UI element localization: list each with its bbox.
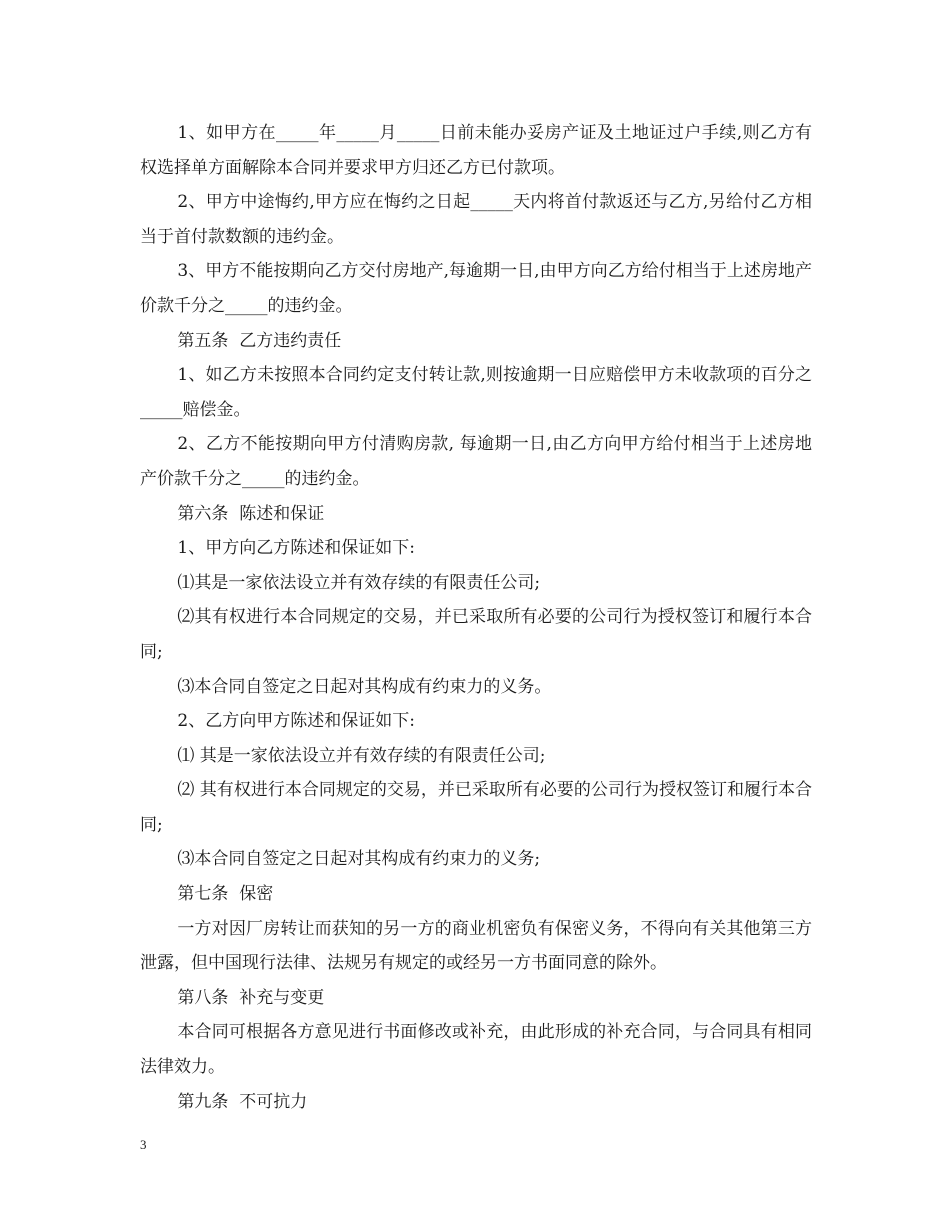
article-heading: 第八条 补充与变更 — [177, 987, 325, 1008]
clause-paragraph: 2、乙方不能按期向甲方付清购房款, 每逾期一日,由乙方向甲方给付相当于上述房地产价款千分之_____的违约金。 — [140, 434, 812, 489]
article-heading: 第六条 陈述和保证 — [177, 503, 325, 524]
article-heading: 第七条 保密 — [177, 884, 274, 905]
clause-paragraph: ⑶本合同自签定之日起对其构成有约束力的义务; — [177, 849, 541, 870]
clause-paragraph: ⑶本合同自签定之日起对其构成有约束力的义务。 — [177, 676, 552, 697]
article-heading: 第五条 乙方违约责任 — [177, 330, 342, 351]
clause-paragraph: ⑴ 其是一家依法设立并有效存续的有限责任公司; — [177, 745, 546, 766]
clause-paragraph: ⑵ 其有权进行本合同规定的交易，并已采取所有必要的公司行为授权签订和履行本合同; — [140, 780, 812, 835]
clause-paragraph: 1、如乙方未按照本合同约定支付转让款,则按逾期一日应赔偿甲方未收款项的百分之_____赔偿金。 — [140, 365, 812, 420]
clause-paragraph: 一方对因厂房转让而获知的另一方的商业机密负有保密义务，不得向有关其他第三方泄露，但中国现行法律、法规另有规定的或经另一方书面同意的除外。 — [140, 918, 812, 974]
clause-paragraph: 2、乙方向甲方陈述和保证如下: — [177, 711, 415, 732]
clause-paragraph: 1、甲方向乙方陈述和保证如下: — [177, 538, 415, 559]
clause-paragraph: 2、甲方中途悔约,甲方应在悔约之日起_____天内将首付款返还与乙方,另给付乙方相当于首付款数额的违约金。 — [140, 192, 812, 247]
document-body — [140, 116, 812, 1119]
clause-paragraph: 3、甲方不能按期向乙方交付房地产,每逾期一日,由甲方向乙方给付相当于上述房地产价款千分之_____的违约金。 — [140, 261, 812, 316]
article-heading: 第九条 不可抗力 — [177, 1091, 308, 1112]
clause-paragraph: ⑵其有权进行本合同规定的交易，并已采取所有必要的公司行为授权签订和履行本合同; — [140, 607, 812, 662]
clause-paragraph: ⑴其是一家依法设立并有效存续的有限责任公司; — [177, 572, 541, 593]
clause-paragraph: 1、如甲方在_____年_____月_____日前未能办妥房产证及土地证过户手续,则乙方有权选择单方面解除本合同并要求甲方归还乙方已付款项。 — [140, 123, 812, 178]
clause-paragraph: 本合同可根据各方意见进行书面修改或补充，由此形成的补充合同，与合同具有相同法律效力。 — [140, 1022, 812, 1078]
page-number: 3 — [140, 1137, 147, 1152]
